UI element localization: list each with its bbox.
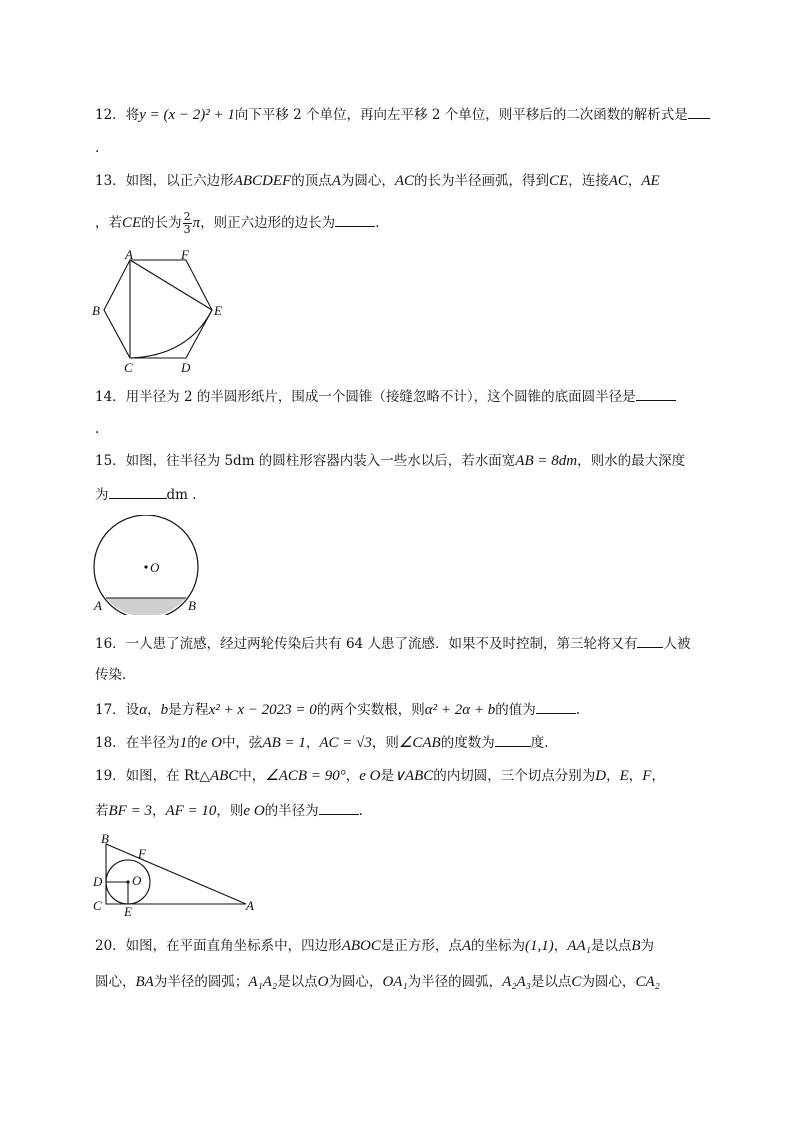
label-e: E (214, 303, 222, 318)
center-point (144, 565, 147, 568)
triangle-outline (106, 844, 246, 904)
q12-expression: y = (x − 2)² + 1 (139, 107, 235, 123)
q20-text-a: 20．如图，在平面直角坐标系中，四边形 (95, 938, 342, 954)
q19-answer-blank (319, 801, 359, 815)
q13-text-e: ，连接 (568, 173, 609, 189)
q18-circle: e O (200, 735, 222, 751)
q18-text-b: 的 (187, 735, 201, 751)
q19-point-f: F (642, 768, 652, 784)
q18-radius: 1 (179, 735, 188, 751)
label-o: O (150, 560, 160, 575)
question-19-line1 (95, 767, 665, 785)
q20-square: ABOC (341, 938, 381, 954)
q18-ab: AB = 1 (262, 735, 306, 751)
q12-end: . (95, 140, 100, 156)
q19-end: . (358, 803, 363, 819)
hexagon-outline (104, 260, 212, 358)
q19-abc: ABC (209, 768, 239, 784)
q13-answer-blank (335, 213, 375, 227)
q19-text-h: 的半径为 (264, 803, 319, 819)
segment-ae (130, 260, 212, 310)
q13-fraction (183, 211, 192, 236)
q13-arc-ce: CE (549, 173, 569, 189)
q19-text-e: 的内切圆，三个切点分别为 (433, 768, 596, 784)
q19-angle-acb: ∠ACB = 90° (265, 768, 346, 784)
q15-unit: dm . (166, 487, 197, 503)
q19-sep: ， (345, 768, 360, 784)
q19-text-d: 是 (380, 768, 394, 784)
q16-line2: 传染. (95, 667, 127, 683)
q17-text-d: 的两个实数根，则 (316, 702, 425, 718)
q18-answer-blank (495, 733, 531, 747)
q16-answer-blank (637, 634, 663, 648)
question-20-line1 (95, 937, 654, 955)
q13-text-g: 的长为 (141, 215, 182, 231)
q19-bf: BF = 3 (108, 803, 152, 819)
q19-point-e: E (619, 768, 629, 784)
q13-text-b: 的顶点 (291, 173, 332, 189)
q20-ba: BA (135, 974, 154, 990)
q19-text-b: 中， (238, 768, 266, 784)
label-d: D (93, 874, 103, 889)
q20-ca2: CA₂ (635, 974, 660, 990)
q14-text: 14．用半径为 2 的半圆形纸片，围成一个圆锥（接缝忽略不计），这个圆锥的底面圆半径是 (95, 389, 636, 405)
q16-text-b: 人被 (663, 636, 691, 652)
q13-text-f: ，若 (95, 215, 122, 231)
q20-text-c: 的坐标为 (471, 938, 526, 954)
q18-angle: ∠CAB (398, 735, 441, 751)
q17-equation: x² + x − 2023 = 0 (208, 702, 317, 718)
label-a: A (125, 248, 133, 262)
q19-text-g: ，则 (216, 803, 244, 819)
q19-sep-4: ， (151, 803, 166, 819)
q17-answer-blank (536, 700, 576, 714)
q13-frac-num: 2 (183, 210, 191, 223)
q12-answer-blank (688, 105, 710, 119)
q20-text-m: 为圆心， (581, 974, 636, 990)
q20-point-c: C (571, 974, 582, 990)
q12-text: 向下平移 2 个单位，再向左平移 2 个单位，则平移后的二次函数的解析式是 (234, 107, 688, 123)
q20-sep: ， (553, 938, 568, 954)
label-a: A (246, 898, 254, 913)
q13-segment-ac-2: AC (608, 173, 628, 189)
q20-text-e: 是以点 (590, 938, 632, 954)
q13-text-c: 为圆心， (340, 173, 395, 189)
q20-text-b: 是正方形，点 (380, 938, 462, 954)
q15-text-a: 15．如图，往半径为 5dm 的圆柱形容器内装入一些水以后，若水面宽 (95, 453, 516, 469)
q20-point-a: A (461, 938, 472, 954)
q20-text-h: 为半径的圆弧； (153, 974, 249, 990)
q20-coordinate: (1,1) (525, 938, 554, 954)
q19-sep-3: ， (651, 768, 665, 784)
q15-text-c: 为 (95, 487, 109, 503)
q19-circle-2: e O (243, 803, 265, 819)
q18-text-c: 中，弦 (221, 735, 263, 751)
q15-ab: AB = 8dm (515, 453, 578, 469)
question-15-line1 (95, 452, 685, 470)
q20-arc-1: AA₁ (567, 938, 591, 954)
q18-text-f: 的度数为 (440, 735, 495, 751)
q18-ac: AC = √3 (319, 735, 372, 751)
q17-expression: α² + 2α + b (424, 702, 496, 718)
q17-alpha: α (139, 702, 148, 718)
label-e: E (124, 904, 132, 918)
label-d: D (181, 360, 191, 373)
question-18 (95, 733, 549, 752)
q17-sep: ， (147, 702, 161, 718)
q18-end: 度. (530, 735, 549, 751)
container-figure (88, 515, 208, 615)
question-20-line2 (95, 973, 660, 991)
q20-point-b: B (631, 938, 641, 954)
label-c: C (93, 898, 102, 913)
question-14 (95, 387, 676, 406)
q13-arc-ce-2: CE (122, 215, 142, 231)
q19-text-a: 19．如图，在 Rt△ (95, 768, 210, 784)
q20-arc-2: A₁A₂ (248, 974, 278, 990)
hexagon-figure (88, 248, 228, 373)
q18-text-a: 18．在半径为 (95, 735, 180, 751)
question-12 (95, 105, 710, 124)
q13-point-a: A (331, 173, 341, 189)
q13-hexagon-name: ABCDEF (233, 173, 292, 189)
question-17 (95, 700, 580, 719)
water-region (106, 598, 186, 615)
q20-text-j: 为圆心， (328, 974, 383, 990)
q19-af: AF = 10 (165, 803, 217, 819)
q13-text-d: 的长为半径画弧，得到 (414, 173, 550, 189)
question-13-line1: 13．如图，以正六边形ABCDEF的顶点A为圆心，AC的长为半径画弧，得到CE，连接AC，AE (95, 173, 660, 189)
q17-text-e: 的值为 (495, 702, 536, 718)
q19-triangle: ∨ABC (393, 768, 434, 784)
q16-text-a: 16．一人患了流感，经过两轮传染后共有 64 人患了流感．如果不及时控制，第三轮将又有 (95, 636, 638, 652)
q20-arc-3: A₂A₃ (502, 974, 531, 990)
q19-text-f: 若 (95, 803, 109, 819)
q20-point-o: O (317, 974, 329, 990)
q14-answer-blank (636, 387, 676, 401)
q13-text-end: . (375, 215, 380, 231)
q14-end: . (95, 421, 100, 437)
q20-text-i: 是以点 (277, 974, 318, 990)
question-19-line2 (95, 801, 363, 820)
label-f: F (138, 846, 146, 861)
q15-text-b: ，则水的最大深度 (577, 453, 686, 469)
center-o (126, 880, 129, 883)
q17-b: b (160, 702, 169, 718)
q19-sep-2: ， (628, 768, 643, 784)
q13-text-a: 13．如图，以正六边形 (95, 173, 234, 189)
label-f: F (181, 248, 189, 262)
q17-end: . (575, 702, 581, 718)
q19-point-d: D (595, 768, 607, 784)
q18-text-e: ，则 (371, 735, 399, 751)
q20-oa1: OA₁ (382, 974, 408, 990)
q18-sep: ， (305, 735, 320, 751)
question-16-line1 (95, 634, 690, 653)
q20-text-k: 为半径的圆弧， (407, 974, 503, 990)
label-c: C (124, 360, 133, 373)
q20-text-g: 圆心， (95, 974, 136, 990)
q12-prefix: 12．将 (95, 107, 140, 123)
q17-text-a: 17．设 (95, 702, 140, 718)
q20-text-l: 是以点 (530, 974, 572, 990)
q17-text-c: 是方程 (168, 702, 209, 718)
label-b: B (101, 831, 109, 846)
q19-circle: e O (359, 768, 381, 784)
label-o: O (132, 873, 142, 888)
label-b: B (92, 303, 100, 318)
triangle-figure (90, 830, 260, 918)
q13-pi: π (192, 215, 201, 231)
q13-segment-ae: AE (641, 173, 660, 189)
label-b: B (188, 598, 196, 613)
arc-ce (130, 310, 212, 358)
q13-segment-ac: AC (394, 173, 415, 189)
q20-text-f: 为 (640, 938, 654, 954)
question-13-line2 (95, 211, 379, 236)
q13-text-h: ，则正六边形的边长为 (200, 215, 336, 231)
label-a: A (94, 598, 102, 613)
question-15-line2 (95, 485, 197, 504)
q19-sep-1: ， (606, 768, 620, 784)
q15-answer-blank (109, 485, 167, 499)
q13-frac-den: 3 (183, 223, 191, 236)
